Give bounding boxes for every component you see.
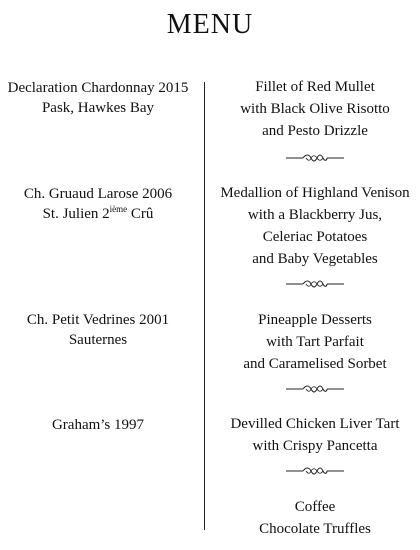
wine-2-region-text: St. Julien 2	[42, 206, 110, 222]
wine-item-2	[0, 184, 196, 224]
flourish-divider-icon	[286, 466, 344, 476]
course-2-line-3: Celeriac Potatoes	[262, 229, 368, 245]
course-item-2	[210, 182, 420, 270]
course-1-line-1: Fillet of Red Mullet	[255, 79, 375, 95]
wine-3-name: Ch. Petit Vedrines 2001	[26, 312, 170, 328]
wine-2-region	[0, 204, 196, 224]
column-divider	[204, 82, 205, 530]
menu-title: MENU	[166, 9, 254, 40]
wine-2-name: Ch. Gruaud Larose 2006	[23, 186, 173, 202]
wine-1-region: Pask, Hawkes Bay	[41, 100, 155, 116]
course-3-line-1: Pineapple Desserts	[258, 312, 372, 328]
wine-3-region: Sauternes	[68, 332, 128, 348]
wine-item-3	[0, 310, 196, 350]
wine-2-region-cru: Crû	[127, 206, 154, 222]
course-5-line-2: Chocolate Truffles	[259, 521, 371, 537]
course-2-line-2: with a Blackberry Jus,	[247, 207, 383, 223]
wine-1-name: Declaration Chardonnay 2015	[7, 80, 189, 96]
course-1-line-2: with Black Olive Risotto	[240, 101, 390, 117]
course-2-line-1: Medallion of Highland Venison	[220, 185, 410, 201]
wine-2-region-ordinal: ième	[109, 204, 128, 214]
course-5-line-1: Coffee	[294, 499, 336, 515]
wine-item-4	[0, 415, 196, 435]
flourish-divider-icon	[286, 279, 344, 289]
course-item-1	[210, 76, 420, 142]
flourish-divider-icon	[286, 153, 344, 163]
course-item-5	[210, 496, 420, 540]
wine-item-1	[0, 78, 196, 118]
wine-4-name: Graham’s 1997	[51, 417, 145, 433]
course-4-line-2: with Crispy Pancetta	[252, 438, 378, 454]
course-item-4	[210, 413, 420, 457]
course-4-line-1: Devilled Chicken Liver Tart	[230, 416, 400, 432]
course-1-line-3: and Pesto Drizzle	[262, 123, 368, 139]
course-3-line-2: with Tart Parfait	[266, 334, 364, 350]
course-3-line-3: and Caramelised Sorbet	[243, 356, 387, 372]
flourish-divider-icon	[286, 384, 344, 394]
course-item-3	[210, 309, 420, 375]
course-2-line-4: and Baby Vegetables	[252, 251, 378, 267]
